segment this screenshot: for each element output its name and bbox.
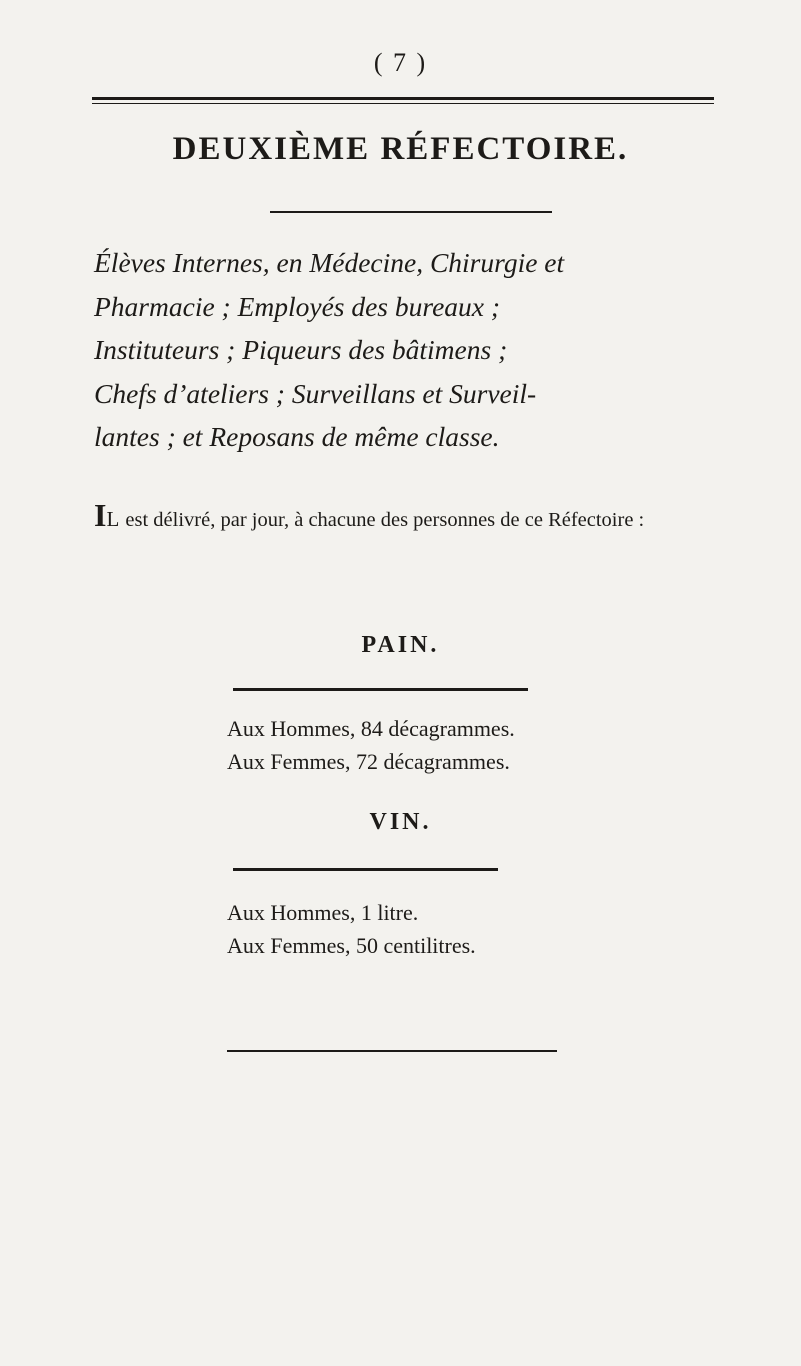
ration-entry: Aux Hommes, 1 litre. [227,900,419,925]
vin-entries [227,896,747,962]
body-text: est délivré, par jour, à chacune des personnes de ce Réfectoire : [120,509,645,531]
intro-line: lantes ; et Reposans de même classe. [94,421,500,452]
pain-divider [233,688,528,691]
intro-line: Pharmacie ; Employés des bureaux ; [94,290,501,322]
intro-line: Chefs d’ateliers ; Surveillans et Surveil- [94,377,537,409]
pain-entries [227,712,747,778]
title-divider [270,211,552,213]
vin-divider [233,868,498,871]
intro-line: Élèves Internes, en Médecine, Chirurgie et [94,247,565,278]
initial-smallcaps: L [106,507,121,531]
page-number: ( 7 ) [373,48,428,77]
ration-entry: Aux Femmes, 50 centilitres. [227,933,476,958]
header-double-rule [92,97,714,104]
intro-paragraph [94,241,734,459]
page-title: DEUXIÈME RÉFECTOIRE. [172,131,629,167]
body-paragraph [94,497,734,537]
section-heading-vin: VIN. [369,809,432,835]
closing-rule [227,1050,557,1052]
section-heading-pain: PAIN. [361,632,440,658]
drop-initial: I [94,497,107,533]
intro-line: Instituteurs ; Piqueurs des bâtimens ; [94,334,508,365]
ration-entry: Aux Hommes, 84 décagrammes. [227,716,515,741]
ration-entry: Aux Femmes, 72 décagrammes. [227,749,510,774]
